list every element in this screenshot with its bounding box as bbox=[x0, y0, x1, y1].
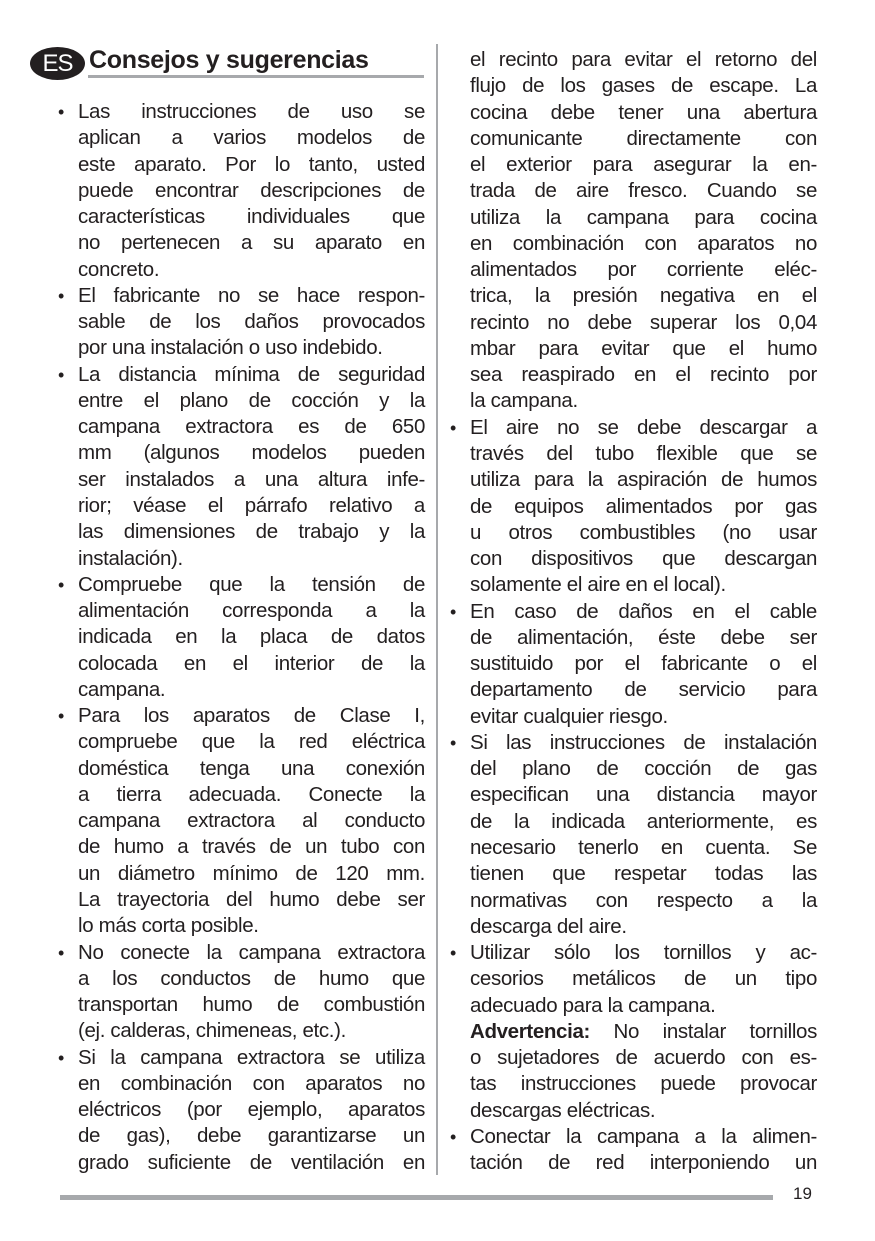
text-line bbox=[470, 47, 817, 73]
text-line bbox=[78, 125, 425, 151]
line-text: doméstica tenga una conexión bbox=[78, 756, 425, 780]
bullet-icon: • bbox=[58, 1047, 64, 1068]
text-line bbox=[78, 729, 425, 755]
line-text: este aparato. Por lo tanto, usted bbox=[78, 152, 425, 176]
line-text: mbar para evitar que el humo bbox=[470, 336, 817, 360]
line-text: tas instrucciones puede provocar bbox=[470, 1072, 817, 1096]
text-line bbox=[470, 546, 817, 572]
text-line bbox=[58, 283, 425, 309]
line-text: necesario tenerlo en cuenta. Se bbox=[470, 835, 817, 859]
text-line bbox=[470, 966, 817, 992]
list-item bbox=[448, 730, 828, 940]
bullet-icon: • bbox=[450, 732, 456, 753]
list-item bbox=[56, 1045, 436, 1176]
line-text: campana extractora es de 650 bbox=[78, 415, 425, 439]
text-line bbox=[78, 152, 425, 178]
list-item bbox=[448, 599, 828, 730]
text-line bbox=[78, 1123, 425, 1149]
line-text: transportan humo de combustión bbox=[78, 993, 425, 1017]
text-line bbox=[78, 440, 425, 466]
text-line bbox=[450, 599, 817, 625]
line-text: con dispositivos que descargan bbox=[470, 547, 817, 571]
line-text: Si las instrucciones de instalación bbox=[470, 730, 817, 754]
line-text: alimentados por corriente eléc- bbox=[470, 258, 817, 282]
text-line bbox=[78, 178, 425, 204]
list-item bbox=[56, 99, 436, 283]
list-item bbox=[448, 940, 828, 1124]
line-text: Las instrucciones de uso se bbox=[78, 100, 425, 123]
title-underline bbox=[88, 75, 424, 78]
bullet-icon: • bbox=[58, 285, 64, 306]
text-line bbox=[78, 913, 425, 939]
bullet-icon: • bbox=[58, 574, 64, 595]
text-line bbox=[450, 1124, 817, 1150]
line-text: especifican una distancia mayor bbox=[470, 783, 817, 807]
text-line bbox=[470, 494, 817, 520]
text-line bbox=[78, 992, 425, 1018]
line-text: El aire no se debe descargar a bbox=[470, 415, 817, 439]
text-line bbox=[78, 414, 425, 440]
line-text: trada de aire fresco. Cuando se bbox=[470, 179, 817, 203]
text-line bbox=[470, 704, 817, 730]
line-text: Utilizar sólo los tornillos y ac- bbox=[470, 941, 817, 965]
list-item bbox=[56, 940, 436, 1045]
line-text: descargas eléctricas. bbox=[470, 1098, 656, 1122]
text-line bbox=[470, 1098, 817, 1124]
bullet-icon: • bbox=[58, 364, 64, 385]
text-line bbox=[470, 677, 817, 703]
line-text: en combinación con aparatos no bbox=[470, 231, 817, 255]
text-line bbox=[450, 415, 817, 441]
line-text: recinto no debe superar los 0,04 bbox=[470, 310, 817, 334]
list-item bbox=[56, 703, 436, 939]
text-line bbox=[470, 756, 817, 782]
text-line bbox=[78, 230, 425, 256]
line-text: descarga del aire. bbox=[470, 914, 627, 938]
text-line bbox=[470, 914, 817, 940]
text-line bbox=[78, 467, 425, 493]
line-text: normativas con respecto a la bbox=[470, 888, 817, 912]
text-line bbox=[470, 993, 817, 1019]
text-line bbox=[78, 808, 425, 834]
text-line bbox=[470, 310, 817, 336]
line-text: por una instalación o uso indebido. bbox=[78, 336, 383, 360]
list-item bbox=[448, 415, 828, 599]
line-text: sable de los daños provocados bbox=[78, 310, 425, 334]
line-text: compruebe que la red eléctrica bbox=[78, 730, 425, 754]
line-text: eléctricos (por ejemplo, aparatos bbox=[78, 1098, 425, 1122]
line-text: solamente el aire en el local). bbox=[470, 573, 726, 597]
line-text: no pertenecen a su aparato en bbox=[78, 231, 425, 255]
line-text: mm (algunos modelos pueden bbox=[78, 441, 425, 465]
line-text: adecuado para la campana. bbox=[470, 993, 716, 1017]
text-line bbox=[78, 861, 425, 887]
bullet-icon: • bbox=[450, 943, 456, 964]
text-line bbox=[78, 624, 425, 650]
text-line bbox=[58, 99, 425, 125]
text-line bbox=[78, 782, 425, 808]
text-line bbox=[470, 257, 817, 283]
line-text: las dimensiones de trabajo y la bbox=[78, 520, 425, 544]
line-text: de la indicada anteriormente, es bbox=[470, 809, 817, 833]
text-line bbox=[470, 336, 817, 362]
line-text: de alimentación, éste debe ser bbox=[470, 625, 817, 649]
line-text: a tierra adecuada. Conecte la bbox=[78, 782, 425, 806]
right-column bbox=[448, 47, 828, 1176]
line-text: grado suficiente de ventilación en bbox=[78, 1150, 425, 1174]
line-text: la campana. bbox=[470, 389, 578, 413]
bullet-icon: • bbox=[450, 417, 456, 438]
line-text: características individuales que bbox=[78, 205, 425, 229]
text-line bbox=[78, 309, 425, 335]
line-text: o sujetadores de acuerdo con es- bbox=[470, 1046, 817, 1070]
line-text: La trayectoria del humo debe ser bbox=[78, 887, 425, 911]
text-line bbox=[470, 152, 817, 178]
bullet-icon: • bbox=[450, 601, 456, 622]
text-line bbox=[78, 677, 425, 703]
text-line bbox=[470, 782, 817, 808]
list-item bbox=[56, 283, 436, 362]
line-text: de humo a través de un tubo con bbox=[78, 835, 425, 859]
text-line bbox=[470, 100, 817, 126]
line-text: concreto. bbox=[78, 257, 160, 281]
line-text: u otros combustibles (no usar bbox=[470, 520, 817, 544]
text-line bbox=[470, 1019, 817, 1045]
text-line bbox=[58, 940, 425, 966]
line-text: En caso de daños en el cable bbox=[470, 599, 817, 623]
text-line bbox=[470, 441, 817, 467]
text-line bbox=[470, 467, 817, 493]
line-text: Si la campana extractora se utiliza bbox=[78, 1045, 425, 1069]
line-text: tación de red interponiendo un bbox=[470, 1151, 817, 1175]
line-text: indicada en la placa de datos bbox=[78, 625, 425, 649]
line-text: departamento de servicio para bbox=[470, 678, 817, 702]
text-line bbox=[450, 730, 817, 756]
bullet-icon: • bbox=[450, 1126, 456, 1147]
list-item bbox=[56, 572, 436, 703]
line-text: trica, la presión negativa en el bbox=[470, 284, 817, 308]
text-line bbox=[78, 257, 425, 283]
line-text: instalación). bbox=[78, 546, 183, 570]
text-line bbox=[470, 520, 817, 546]
bullet-icon: • bbox=[58, 706, 64, 727]
line-text: No conecte la campana extractora bbox=[78, 940, 425, 964]
text-line bbox=[470, 888, 817, 914]
line-text: en combinación con aparatos no bbox=[78, 1071, 425, 1095]
text-line bbox=[78, 546, 425, 572]
text-line bbox=[78, 1150, 425, 1176]
line-text: campana extractora al conducto bbox=[78, 809, 425, 833]
line-text: El fabricante no se hace respon- bbox=[78, 283, 425, 307]
line-text: del plano de cocción de gas bbox=[470, 757, 817, 781]
text-line bbox=[470, 1150, 817, 1176]
text-line bbox=[470, 231, 817, 257]
line-text: comunicante directamente con bbox=[470, 126, 817, 150]
text-line bbox=[78, 651, 425, 677]
text-line bbox=[78, 966, 425, 992]
text-line bbox=[470, 625, 817, 651]
text-line bbox=[58, 362, 425, 388]
language-badge: ES bbox=[30, 47, 85, 80]
line-text: campana. bbox=[78, 677, 166, 701]
line-text: cesorios metálicos de un tipo bbox=[470, 967, 817, 991]
line-text: de gas), debe garantizarse un bbox=[78, 1124, 425, 1148]
line-text: rior; véase el párrafo relativo a bbox=[78, 493, 425, 517]
line-text: el exterior para asegurar la en- bbox=[470, 153, 817, 177]
line-text: utiliza para la aspiración de humos bbox=[470, 468, 817, 492]
list-item bbox=[448, 47, 828, 415]
list-item bbox=[448, 1124, 828, 1177]
text-line bbox=[470, 651, 817, 677]
column-divider bbox=[436, 44, 438, 1175]
text-line bbox=[470, 126, 817, 152]
text-line bbox=[470, 809, 817, 835]
list-item bbox=[56, 362, 436, 572]
line-text: tienen que respetar todas las bbox=[470, 862, 817, 886]
text-line bbox=[470, 1071, 817, 1097]
text-line bbox=[58, 703, 425, 729]
line-text: ser instalados a una altura infe- bbox=[78, 467, 425, 491]
line-text: flujo de los gases de escape. La bbox=[470, 74, 817, 98]
text-line bbox=[470, 205, 817, 231]
text-line bbox=[470, 178, 817, 204]
line-text: La distancia mínima de seguridad bbox=[78, 362, 425, 386]
warning-label: Advertencia: bbox=[470, 1019, 590, 1043]
bullet-icon: • bbox=[58, 102, 64, 122]
line-text: través del tubo flexible que se bbox=[470, 441, 817, 465]
text-line bbox=[470, 572, 817, 598]
text-line bbox=[78, 1071, 425, 1097]
left-column bbox=[56, 99, 436, 1176]
line-text: alimentación corresponda a la bbox=[78, 599, 425, 623]
line-text: sea reaspirado en el recinto por bbox=[470, 363, 817, 387]
line-text: utiliza la campana para cocina bbox=[470, 205, 817, 229]
line-text: a los conductos de humo que bbox=[78, 966, 425, 990]
text-line bbox=[78, 519, 425, 545]
line-text: colocada en el interior de la bbox=[78, 651, 425, 675]
text-line bbox=[58, 1045, 425, 1071]
text-line bbox=[78, 1018, 425, 1044]
line-text: Para los aparatos de Clase I, bbox=[78, 704, 425, 728]
text-line bbox=[470, 861, 817, 887]
line-text: cocina debe tener una abertura bbox=[470, 100, 817, 124]
text-line bbox=[470, 835, 817, 861]
text-line bbox=[78, 388, 425, 414]
text-line bbox=[470, 283, 817, 309]
text-line bbox=[470, 388, 817, 414]
text-line bbox=[450, 940, 817, 966]
text-line bbox=[470, 1045, 817, 1071]
line-text: sustituido por el fabricante o el bbox=[470, 652, 817, 676]
footer-rule bbox=[60, 1195, 773, 1200]
text-line bbox=[470, 73, 817, 99]
line-text: Compruebe que la tensión de bbox=[78, 572, 425, 596]
line-text: Conectar la campana a la alimen- bbox=[470, 1124, 817, 1148]
line-text: de equipos alimentados por gas bbox=[470, 494, 817, 518]
line-text: lo más corta posible. bbox=[78, 914, 259, 938]
text-line bbox=[78, 493, 425, 519]
text-line bbox=[78, 598, 425, 624]
line-text: un diámetro mínimo de 120 mm. bbox=[78, 861, 425, 885]
line-text: (ej. calderas, chimeneas, etc.). bbox=[78, 1019, 346, 1043]
text-line bbox=[78, 756, 425, 782]
text-line bbox=[470, 362, 817, 388]
text-line bbox=[58, 572, 425, 598]
line-text: el recinto para evitar el retorno del bbox=[470, 48, 817, 71]
page-number: 19 bbox=[793, 1184, 812, 1203]
line-text: entre el plano de cocción y la bbox=[78, 388, 425, 412]
line-text: evitar cualquier riesgo. bbox=[470, 704, 668, 728]
line-text: puede encontrar descripciones de bbox=[78, 178, 425, 202]
text-line bbox=[78, 834, 425, 860]
bullet-icon: • bbox=[58, 942, 64, 963]
section-title: Consejos y sugerencias bbox=[89, 46, 369, 74]
text-line bbox=[78, 1097, 425, 1123]
line-text: aplican a varios modelos de bbox=[78, 126, 425, 150]
text-line bbox=[78, 335, 425, 361]
text-line bbox=[78, 204, 425, 230]
line-text: No instalar tornillos bbox=[589, 1019, 817, 1043]
text-line bbox=[78, 887, 425, 913]
